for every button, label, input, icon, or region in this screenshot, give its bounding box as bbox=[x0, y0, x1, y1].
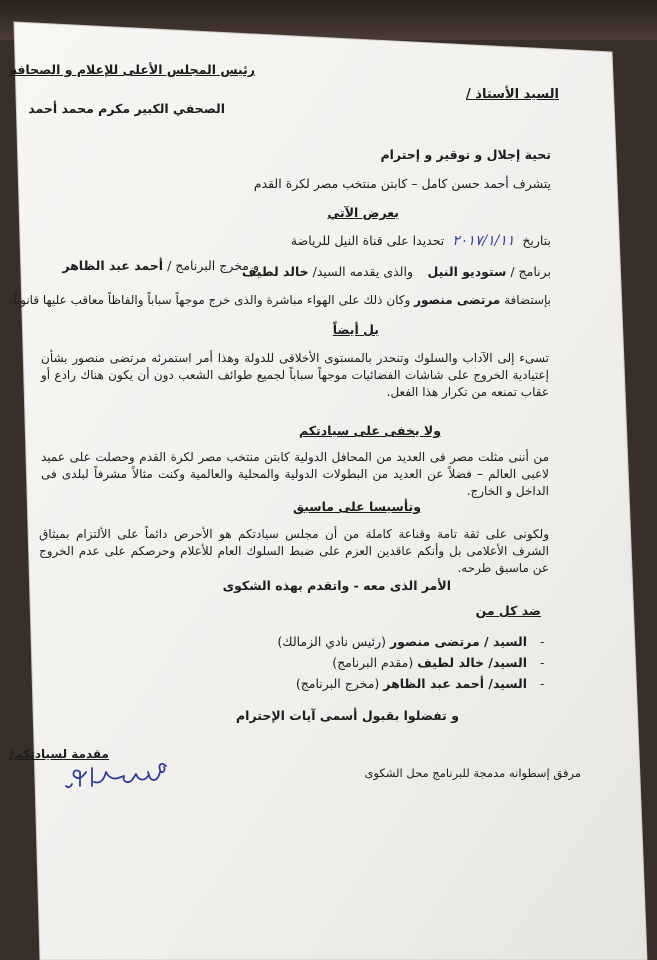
greeting: تحية إجلال و توقير و إحترام bbox=[380, 147, 551, 162]
salutation: السيد الأستاذ / bbox=[466, 87, 559, 102]
defendant-item-3 bbox=[267, 676, 527, 692]
bullet-1: - bbox=[540, 635, 545, 649]
director-field bbox=[19, 258, 259, 274]
recipient-title: رئيس المجلس الأعلى للإعلام و الصحافة bbox=[9, 62, 255, 77]
closing-line: و تفضلوا بقبول أسمى آيات الإحترام bbox=[236, 708, 459, 723]
defendant-name: السيد/ أحمد عبد الظاهر bbox=[383, 676, 527, 691]
defendant-role: (مقدم البرنامج) bbox=[332, 655, 414, 670]
also-heading: بل أيضاً bbox=[332, 322, 379, 337]
bullet-3: - bbox=[540, 677, 545, 691]
not-hidden-heading: ولا يخفى على سيادتكم bbox=[298, 423, 441, 438]
bullet-2: - bbox=[540, 656, 545, 670]
defendant-item-2 bbox=[267, 655, 527, 671]
signature-icon bbox=[62, 758, 172, 792]
guest-prefix: بإستضافة bbox=[504, 293, 551, 307]
attachment-note: مرفق إسطوانه مدمجة للبرنامج محل الشكوى bbox=[364, 766, 581, 780]
paragraph-precedent: ولكونى على ثقة تامة وقناعة كاملة من أن مجلس سيادتكم هو الأحرص دائماً على الألتزام بميثاق الشرف الأعلامى بل وأنكم عاقدين العزم على ضبط السلوك العام للأعلام وحرصكم على عدم الخروج عن ماسبق طرحه. bbox=[39, 527, 549, 575]
presents-heading: بعرض الآتي bbox=[327, 205, 399, 220]
director-name: أحمد عبد الظاهر bbox=[62, 258, 164, 273]
paragraph-also: تسىء إلى الآداب والسلوك وتنحدر بالمستوى الأخلاقى للدولة وهذا أمر استمرئه مرتضى منصور بشأن إعتيادية الخروج على شاشات الفضائيات موجهاً سباباً لجميع طوائف الشعب دون أن يكون هناك رادع أو عقاب تمنعه من تكرار هذا الفعل. bbox=[41, 351, 549, 399]
guest-line bbox=[9, 292, 551, 308]
defendant-role: (رئيس نادي الزمالك) bbox=[277, 634, 386, 649]
host-name: خالد لطيف bbox=[241, 264, 309, 279]
program-label: برنامج / bbox=[510, 264, 551, 279]
guest-name: مرتضى منصور bbox=[414, 293, 501, 307]
guest-suffix: وكان ذلك على الهواء مباشرة والذى خرج موجهاً سباباً والفاظاً معاقب عليها قانوناً. bbox=[9, 293, 411, 307]
against-heading: ضد كل من bbox=[475, 603, 541, 618]
defendant-role: (مخرج البرنامج) bbox=[295, 676, 380, 691]
paragraph-not-hidden: من أننى مثلت مصر فى العديد من المحافل الدولية كابتن منتخب مصر لكرة القدم وحصلت على عميد لاعبى العالم – فضلاً عن العديد من البطولات الدولية والمحلية والعالمية وكنت مثالاً مشرفاً لبلدى فى الداخل و الخارج. bbox=[41, 450, 549, 498]
program-field bbox=[427, 264, 551, 280]
defendant-name: السيد/ خالد لطيف bbox=[417, 655, 527, 670]
precedent-heading: وتأسيسا على ماسبق bbox=[292, 499, 421, 514]
date-handwritten: ٢٠١٧/١/١١ bbox=[452, 233, 515, 249]
defendant-name: السيد / مرتضى منصور bbox=[389, 634, 527, 649]
intro-line: يتشرف أحمد حسن كامل – كابتن منتخب مصر لكرة القدم bbox=[253, 176, 551, 191]
date-line bbox=[111, 233, 551, 249]
date-suffix: تحديدا على قناة النيل للرياضة bbox=[290, 233, 445, 248]
date-prefix: بتاريخ bbox=[522, 233, 551, 248]
host-label: والذى يقدمه السيد/ bbox=[312, 264, 413, 279]
matter-heading: الأمر الذى معه - واتقدم بهذه الشكوى bbox=[222, 578, 451, 593]
program-name: ستوديو النيل bbox=[427, 264, 507, 279]
defendant-item-1 bbox=[267, 634, 527, 650]
recipient-name: الصحفي الكبير مكرم محمد أحمد bbox=[28, 101, 225, 116]
director-label: و مخرج البرنامج / bbox=[167, 258, 259, 273]
submitted-label: مقدمة لسيادتكم/ bbox=[9, 747, 109, 761]
